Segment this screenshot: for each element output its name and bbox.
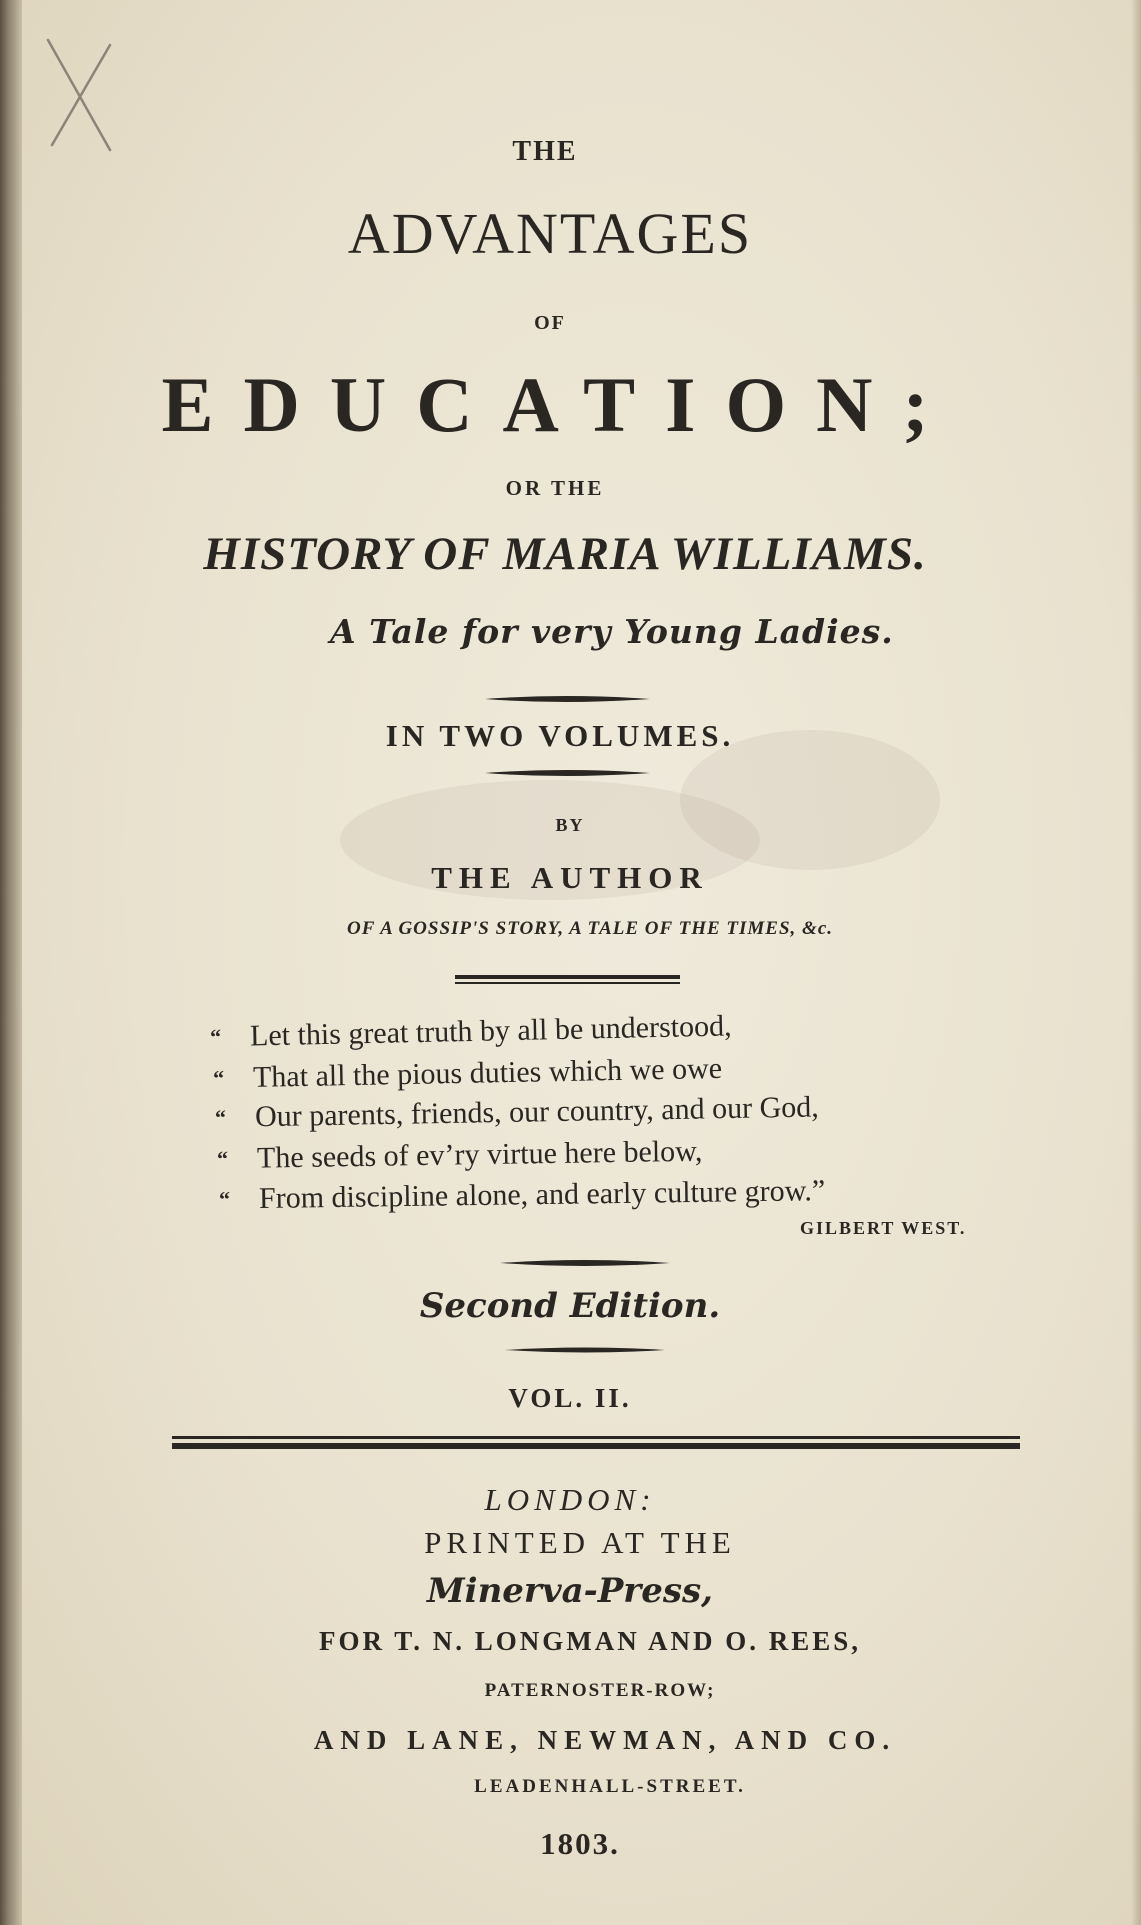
volume-number: VOL. II. <box>508 1383 632 1413</box>
by-label: BY <box>555 815 585 835</box>
title-advantages: ADVANTAGES <box>347 201 753 266</box>
ornamental-rule <box>505 1345 665 1355</box>
ornamental-rule <box>485 693 650 705</box>
book-spine-edge <box>0 0 22 1925</box>
title-of: OF <box>534 312 566 334</box>
imprint-street-2: LEADENHALL-STREET. <box>474 1776 746 1797</box>
imprint-city: LONDON: <box>484 1482 656 1517</box>
ornamental-rule <box>500 1257 670 1269</box>
author-works: OF A GOSSIP'S STORY, A TALE OF THE TIMES, &c. <box>346 918 834 939</box>
page-edge-shadow <box>1131 0 1141 1925</box>
author-line: THE AUTHOR <box>431 860 709 895</box>
imprint-press: Minerva-Press, <box>427 1571 713 1611</box>
imprint-publishers: FOR T. N. LONGMAN AND O. REES, <box>318 1626 862 1656</box>
imprint-printed-at: PRINTED AT THE <box>424 1525 736 1560</box>
imprint-publishers-2: AND LANE, NEWMAN, AND CO. <box>313 1725 897 1755</box>
subtitle: A Tale for very Young Ladies. <box>330 612 894 651</box>
heavy-double-rule <box>172 1434 1020 1452</box>
epigraph-attribution: GILBERT WEST. <box>800 1218 967 1238</box>
epigraph-line: “ Our parents, friends, our country, and our God, <box>214 1090 819 1134</box>
epigraph-line: “ Let this great truth by all be understood, <box>209 1009 732 1053</box>
title-the: THE <box>512 136 578 167</box>
volumes-statement: IN TWO VOLUMES. <box>385 718 735 753</box>
pencil-x-mark <box>40 35 130 155</box>
title-education: EDUCATION; <box>161 361 959 448</box>
title-or-the: OR THE <box>505 476 605 500</box>
title-history: HISTORY OF MARIA WILLIAMS. <box>203 528 927 580</box>
ornamental-rule <box>485 767 650 779</box>
imprint-street: PATERNOSTER-ROW; <box>484 1680 716 1701</box>
epigraph-line: “ That all the pious duties which we owe <box>212 1051 723 1094</box>
edition-statement: Second Edition. <box>419 1286 721 1326</box>
epigraph-line: “ The seeds of ev’ry virtue here below, <box>216 1134 703 1175</box>
imprint-year: 1803. <box>540 1826 620 1861</box>
double-rule <box>455 974 680 986</box>
epigraph-line: “ From discipline alone, and early culture grow.” <box>218 1174 826 1216</box>
